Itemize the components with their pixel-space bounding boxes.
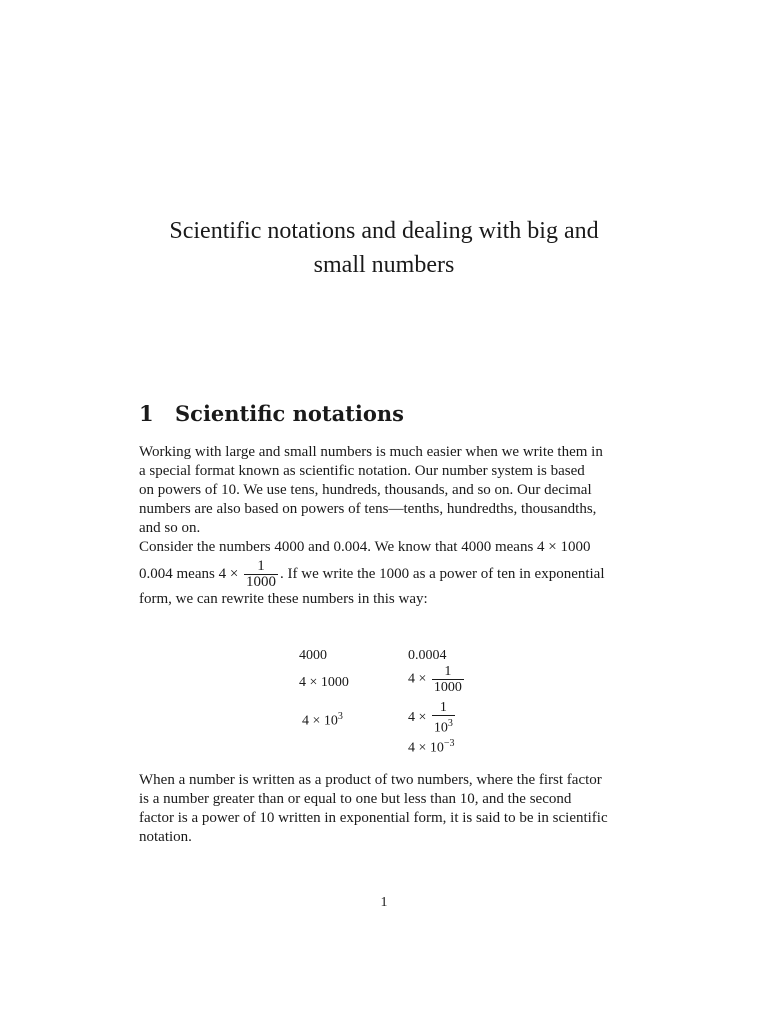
fraction [432, 664, 464, 695]
power-exponent: 3 [337, 711, 343, 722]
table-left-r1: 4000 [299, 648, 327, 663]
times-prefix: 4 × [408, 710, 427, 726]
fraction-numerator: 1 [257, 558, 265, 574]
table-right-r3 [408, 700, 457, 736]
paragraph-line: notation. [139, 829, 192, 845]
fraction-denominator: 1000 [433, 680, 462, 695]
paragraph-line: is a number greater than or equal to one but less than 10, and the second [139, 791, 572, 807]
fraction [432, 700, 455, 736]
document-title [130, 214, 638, 282]
title-line: Scientific notations and dealing with big and [169, 218, 599, 244]
table-right-r4 [408, 738, 455, 757]
paragraph-line: and so on. [139, 520, 201, 536]
power-base: 4 × 10 [408, 740, 444, 756]
paragraph-line-with-fraction [139, 559, 629, 590]
fraction-denominator [432, 715, 455, 736]
power-base: 10 [433, 720, 448, 736]
section-heading [139, 401, 404, 426]
paragraph-line: on powers of 10. We use tens, hundreds, thousands, and so on. Our decimal [139, 482, 592, 498]
title-line: small numbers [313, 252, 455, 278]
paragraph-line: numbers are also based on powers of tens—tenths, hundredths, thousandths, [139, 501, 597, 517]
means-prefix: 0.004 means 4 × [139, 565, 239, 582]
table-right-r2 [408, 664, 466, 695]
paragraph-line: factor is a power of 10 written in exponential form, it is said to be in scientific [139, 810, 608, 826]
table-left-r2: 4 × 1000 [299, 675, 349, 690]
times-prefix: 4 × [408, 671, 427, 687]
section-number: 1 [139, 401, 154, 426]
fraction-numerator: 1 [444, 664, 452, 679]
paragraph-line: Consider the numbers 4000 and 0.004. We know that 4000 means 4 × 1000 [139, 539, 591, 555]
power-exponent: −3 [443, 738, 455, 749]
paragraph-line: form, we can rewrite these numbers in this way: [139, 591, 428, 607]
intro-paragraph [139, 443, 629, 609]
paragraph-line: a special format known as scientific notation. Our number system is based [139, 463, 585, 479]
paragraph-line: Working with large and small numbers is much easier when we write them in [139, 444, 603, 460]
section-title: Scientific notations [175, 401, 404, 426]
paragraph-line: When a number is written as a product of two numbers, where the first factor [139, 772, 602, 788]
table-left-r3 [302, 711, 343, 730]
table-right-r1: 0.0004 [408, 648, 447, 663]
page-number: 1 [380, 895, 388, 910]
power-base: 4 × 10 [302, 713, 338, 729]
power-exponent: 3 [447, 718, 453, 729]
fraction-denominator: 1000 [246, 574, 277, 590]
fraction [244, 559, 278, 590]
means-suffix: . If we write the 1000 as a power of ten in exponential [280, 565, 605, 582]
closing-paragraph [139, 771, 629, 847]
fraction-numerator: 1 [439, 700, 447, 715]
